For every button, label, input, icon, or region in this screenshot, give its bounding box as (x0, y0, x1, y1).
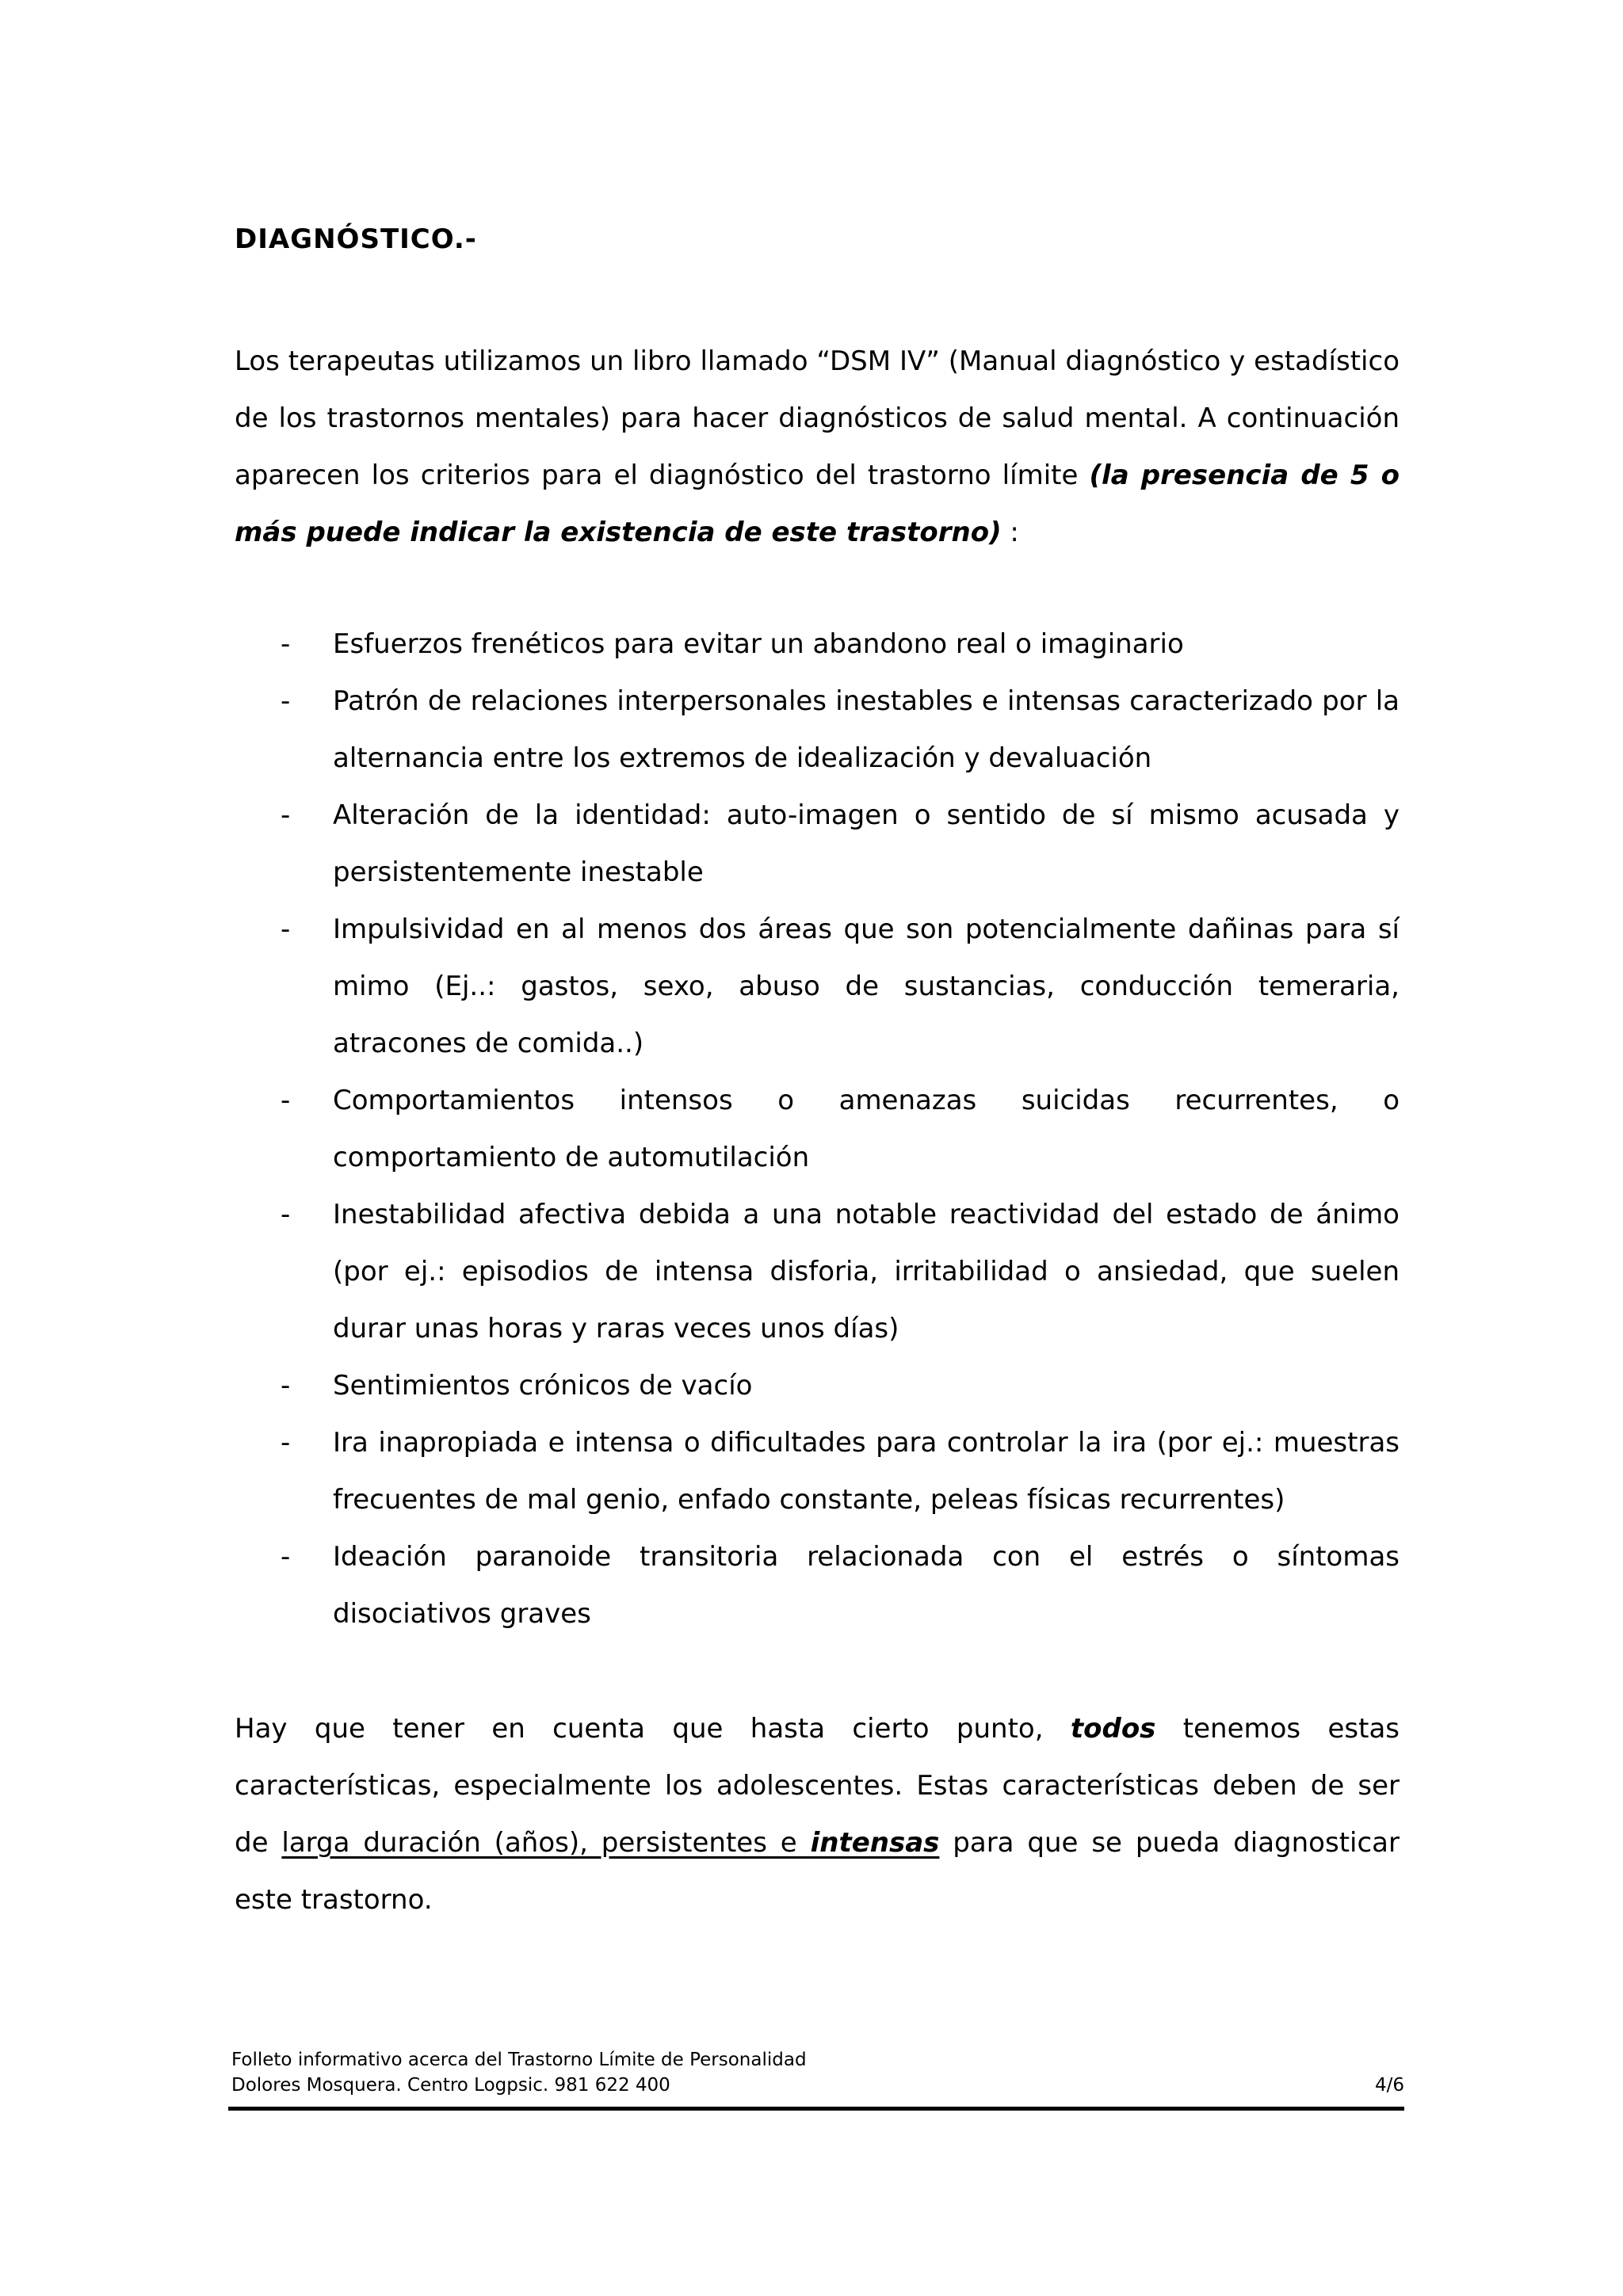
criteria-text: Ideación paranoide transitoria relacionada con el estrés o síntomas disociativos graves (333, 1541, 1400, 1630)
bullet-dash: - (281, 799, 291, 831)
criteria-item (235, 901, 1400, 1072)
criteria-item (235, 1528, 1400, 1642)
closing-text-1: Hay que tener en cuenta que hasta cierto punto, (235, 1713, 1071, 1745)
section-heading: DIAGNÓSTICO.- (235, 223, 477, 255)
criteria-text: Impulsividad en al menos dos áreas que son potencialmente dañinas para sí mimo (Ej..: gastos, sexo, abuso de sustancias, conducción temeraria, atracones de comida..) (333, 913, 1400, 1059)
intro-emphasis: (la presencia de 5 o más puede indicar la existencia de este trastorno) (235, 460, 1400, 548)
criteria-list (235, 616, 1400, 1642)
closing-paragraph (235, 1700, 1400, 1928)
closing-text-3: para que se pueda diagnosticar este trastorno. (235, 1827, 1400, 1916)
footer-divider (228, 2107, 1404, 2111)
criteria-text: Alteración de la identidad: auto-imagen o sentido de sí mismo acusada y persistentemente inestable (333, 799, 1400, 888)
bullet-dash: - (281, 1427, 291, 1459)
closing-underlined-text: larga duración (años), persistentes e (281, 1827, 811, 1859)
intro-text: Los terapeutas utilizamos un libro llamado “DSM IV” (Manual diagnóstico y estadístico de los trastornos mentales) para hacer diagnósticos de salud mental. A continuación aparecen los criterios para el diagnóstico del trastorno límite (235, 345, 1400, 491)
intro-text-end: : (1001, 517, 1019, 548)
criteria-item (235, 1414, 1400, 1528)
footer-title: Folleto informativo acerca del Trastorno Límite de Personalidad (231, 2050, 807, 2070)
bullet-dash: - (281, 1370, 291, 1402)
criteria-item (235, 673, 1400, 787)
criteria-text: Ira inapropiada e intensa o dificultades para controlar la ira (por ej.: muestras frecuentes de mal genio, enfado constante, peleas físicas recurrentes) (333, 1427, 1400, 1516)
bullet-dash: - (281, 1199, 291, 1230)
bullet-dash: - (281, 1085, 291, 1116)
bullet-dash: - (281, 1541, 291, 1573)
page-number: 4/6 (1374, 2075, 1404, 2096)
criteria-item (235, 1357, 1400, 1414)
criteria-item (235, 1072, 1400, 1186)
closing-emphasis-intensas: intensas (810, 1827, 940, 1859)
criteria-item (235, 787, 1400, 901)
criteria-text: Sentimientos crónicos de vacío (333, 1370, 753, 1402)
criteria-item (235, 1186, 1400, 1357)
closing-underlined (281, 1827, 939, 1859)
bullet-dash: - (281, 628, 291, 660)
footer-line-2 (231, 2073, 1404, 2098)
criteria-text: Comportamientos intensos o amenazas suicidas recurrentes, o comportamiento de automutilación (333, 1085, 1400, 1173)
criteria-item (235, 616, 1400, 673)
criteria-text: Patrón de relaciones interpersonales inestables e intensas caracterizado por la alternancia entre los extremos de idealización y devaluación (333, 685, 1400, 774)
footer-author: Dolores Mosquera. Centro Logpsic. 981 622 400 (231, 2075, 670, 2096)
closing-text-2: tenemos estas características, especialmente los adolescentes. Estas características deben de ser de (235, 1713, 1400, 1859)
intro-paragraph (235, 333, 1400, 561)
criteria-text: Inestabilidad afectiva debida a una notable reactividad del estado de ánimo (por ej.: episodios de intensa disforia, irritabilidad o ansiedad, que suelen durar unas horas y raras veces unos días) (333, 1199, 1400, 1344)
page-footer (231, 2047, 1404, 2098)
bullet-dash: - (281, 913, 291, 945)
closing-emphasis-todos: todos (1070, 1713, 1156, 1745)
criteria-text: Esfuerzos frenéticos para evitar un abandono real o imaginario (333, 628, 1184, 660)
bullet-dash: - (281, 685, 291, 717)
